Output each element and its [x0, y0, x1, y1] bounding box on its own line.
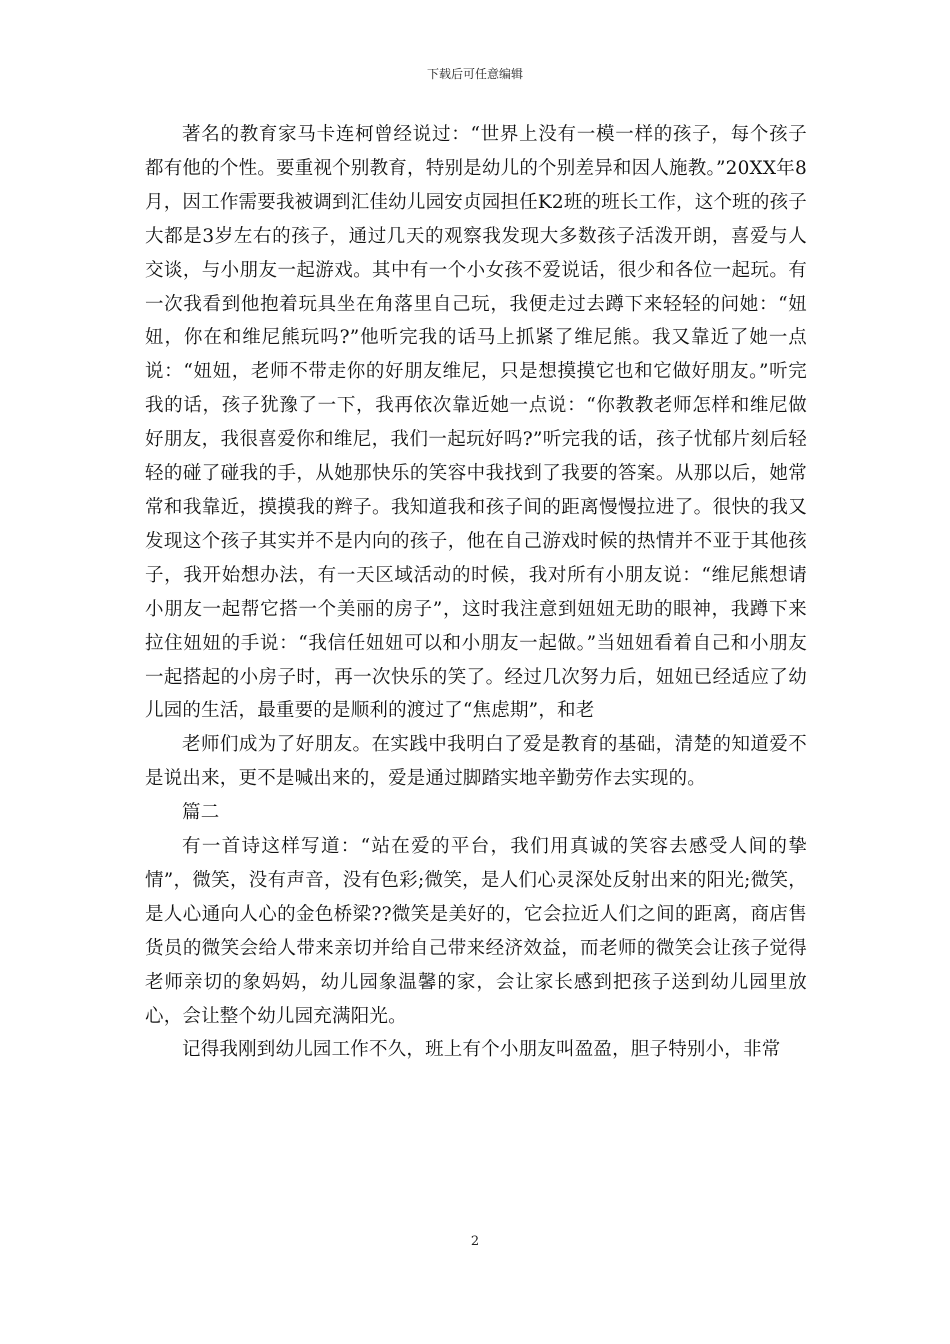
paragraph-3: 有一首诗这样写道：“站在爱的平台，我们用真诚的笑容去感受人间的挚情”，微笑，没有声音，没有色彩;微笑，是人们心灵深处反射出来的阳光;微笑，是人心通向人心的金色桥梁??微笑是美好的，它会拉近人们之间的距离，商店售货员的微笑会给人带来亲切并给自己带来经济效益，而老师的微笑会让孩子觉得老师亲切的象妈妈，幼儿园象温馨的家，会让家长感到把孩子送到幼儿园里放心，会让整个幼儿园充满阳光。 — [145, 836, 807, 1027]
document-body — [145, 118, 807, 1067]
paragraph-1: 著名的教育家马卡连柯曾经说过：“世界上没有一模一样的孩子，每个孩子都有他的个性。要重视个别教育，特别是幼儿的个别差异和因人施教。”20XX年8月，因工作需要我被调到汇佳幼儿园安贞园担任K2班的班长工作，这个班的孩子大都是3岁左右的孩子，通过几天的观察我发现大多数孩子活泼开朗，喜爱与人交谈，与小朋友一起游戏。其中有一个小女孩不爱说话，很少和各位一起玩。有一次我看到他抱着玩具坐在角落里自己玩，我便走过去蹲下来轻轻的问她：“妞妞，你在和维尼熊玩吗?”他听完我的话马上抓紧了维尼熊。我又靠近了她一点说：“妞妞，老师不带走你的好朋友维尼，只是想摸摸它也和它做好朋友。”听完我的话，孩子犹豫了一下，我再依次靠近她一点说：“你教教老师怎样和维尼做好朋友，我很喜爱你和维尼，我们一起玩好吗?”听完我的话，孩子忧郁片刻后轻轻的碰了碰我的手，从她那快乐的笑容中我找到了我要的答案。从那以后，她常常和我靠近，摸摸我的辫子。我知道我和孩子间的距离慢慢拉进了。很快的我又发现这个孩子其实并不是内向的孩子，他在自己游戏时候的热情并不亚于其他孩子，我开始想办法，有一天区域活动的时候，我对所有小朋友说：“维尼熊想请小朋友一起帮它搭一个美丽的房子”，这时我注意到妞妞无助的眼神，我蹲下来拉住妞妞的手说：“我信任妞妞可以和小朋友一起做。”当妞妞看着自己和小朋友一起搭起的小房子时，再一次快乐的笑了。经过几次努力后，妞妞已经适应了幼儿园的生活，最重要的是顺利的渡过了“焦虑期”，和老 — [145, 124, 807, 722]
paragraph-4: 记得我刚到幼儿园工作不久，班上有个小朋友叫盈盈，胆子特别小，非常 — [182, 1039, 781, 1061]
page-number: 2 — [470, 1234, 480, 1249]
page-header: 下载后可任意编辑 — [426, 67, 523, 81]
paragraph-2: 老师们成为了好朋友。在实践中我明白了爱是教育的基础，清楚的知道爱不是说出来，更不是喊出来的，爱是通过脚踏实地辛勤劳作去实现的。 — [145, 734, 807, 790]
section-heading: 篇二 — [182, 802, 220, 824]
